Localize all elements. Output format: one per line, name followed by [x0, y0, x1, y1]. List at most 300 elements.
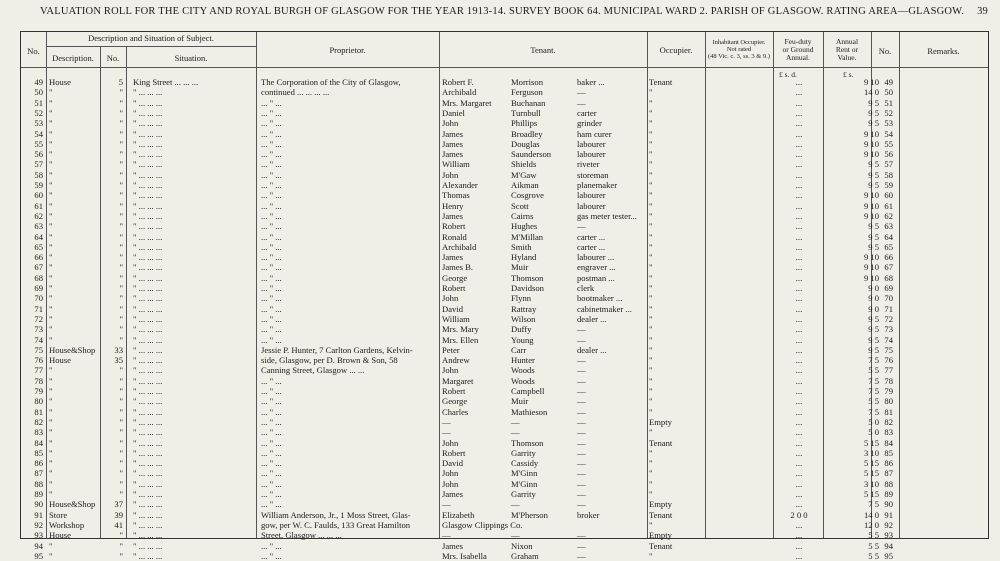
row-number-right: 68 [884, 272, 893, 283]
row-tenant-surname: Duffy [511, 324, 532, 335]
row-street-number: " [119, 478, 123, 489]
row-annual-rent: 5 5 [868, 540, 879, 551]
row-number-right: 61 [884, 200, 893, 211]
row-tenant-surname: Mathieson [511, 406, 548, 417]
row-occupier: " [649, 324, 653, 335]
row-description: " [49, 478, 53, 489]
row-number: 71 [34, 303, 43, 314]
row-situation: " ... ... ... [133, 87, 163, 98]
row-tenant-surname: Shields [511, 159, 537, 170]
row-number-right: 83 [884, 427, 893, 438]
row-proprietor: ... " ... [261, 334, 282, 345]
row-occupier: " [649, 447, 653, 458]
row-number-right: 76 [884, 355, 893, 366]
row-street-number: " [119, 128, 123, 139]
row-number-right: 59 [884, 180, 893, 190]
row-annual-rent: 9 5 [868, 159, 879, 170]
row-proprietor: ... " ... [261, 427, 282, 438]
row-number: 90 [34, 499, 43, 510]
row-tenant-forename: Robert [442, 221, 466, 232]
row-proprietor: The Corporation of the City of Glasgow, [261, 77, 401, 87]
row-number-right: 52 [884, 107, 893, 118]
row-occupation: — [577, 386, 586, 396]
row-tenant-forename: Robert F. [442, 77, 474, 87]
row-proprietor: ... " ... [261, 169, 282, 180]
row-occupier: " [649, 406, 653, 417]
row-annual-rent: 9 5 [868, 231, 879, 242]
table-row [21, 139, 988, 149]
row-occupier: " [649, 303, 653, 314]
row-number: 84 [34, 437, 43, 448]
row-occupation: — [577, 334, 586, 345]
row-situation: " ... ... ... [133, 427, 163, 438]
table-row [21, 262, 988, 272]
row-proprietor: Canning Street, Glasgow ... ... [261, 365, 365, 376]
row-annual-rent: 5 15 [863, 468, 879, 479]
row-number-right: 58 [884, 169, 893, 180]
row-street-number: 37 [114, 499, 123, 510]
row-proprietor: ... " ... [261, 149, 282, 160]
row-occupation: baker ... [577, 77, 605, 87]
row-annual-rent: 7 5 [868, 406, 879, 417]
row-street-number: " [119, 303, 123, 314]
row-situation: " ... ... ... [133, 489, 163, 499]
row-tenant-surname: Scott [511, 200, 529, 211]
table-row [21, 489, 988, 499]
feu-units: £ s. d. [779, 70, 797, 79]
row-situation: " ... ... ... [133, 509, 163, 520]
row-situation: " ... ... ... [133, 149, 163, 160]
row-proprietor: ... " ... [261, 468, 282, 479]
row-description: " [49, 468, 53, 479]
row-annual-rent: 7 5 [868, 375, 879, 386]
row-occupation: carter ... [577, 231, 606, 242]
row-street-number: " [119, 200, 123, 211]
row-tenant-forename: Margaret [442, 375, 474, 386]
row-tenant-surname: Muir [511, 396, 529, 407]
row-occupier: " [649, 159, 653, 170]
row-situation: " ... ... ... [133, 303, 163, 314]
row-tenant-forename: Robert [442, 386, 466, 396]
row-feu-duty: ... [795, 180, 803, 190]
row-situation: " ... ... ... [133, 221, 163, 232]
row-tenant-forename: James [442, 252, 464, 263]
header-inhabitant [705, 40, 773, 60]
row-description: " [49, 283, 53, 293]
row-feu-duty: ... [795, 396, 803, 407]
row-number-right: 51 [884, 97, 893, 108]
row-proprietor: ... " ... [261, 241, 282, 252]
row-occupier: Tenant [649, 437, 673, 448]
row-street-number: " [119, 210, 123, 221]
row-proprietor: ... " ... [261, 437, 282, 448]
row-tenant-forename: Thomas [442, 190, 470, 201]
row-feu-duty: ... [795, 283, 803, 293]
rule [21, 67, 988, 68]
row-occupier: " [649, 231, 653, 242]
table-row [21, 118, 988, 128]
row-number: 54 [34, 128, 43, 139]
row-occupation: — [577, 437, 586, 448]
row-occupation: — [577, 499, 586, 510]
table-row [21, 129, 988, 139]
row-occupation: — [577, 447, 586, 458]
row-street-number: " [119, 159, 123, 170]
row-feu-duty: ... [795, 303, 803, 314]
row-feu-duty: ... [795, 241, 803, 252]
row-street-number: " [119, 118, 123, 129]
header-annual-rent [823, 38, 871, 62]
row-street-number: " [119, 180, 123, 190]
row-annual-rent: 9 5 [868, 97, 879, 108]
row-street-number: " [119, 375, 123, 386]
row-tenant-surname: Muir [511, 262, 529, 273]
table-row [21, 273, 988, 283]
row-street-number: " [119, 107, 123, 118]
row-tenant-surname: — [511, 427, 520, 438]
row-occupier: Tenant [649, 77, 673, 87]
row-description: " [49, 550, 53, 561]
row-street-number: " [119, 138, 123, 149]
row-feu-duty: ... [795, 447, 803, 458]
row-tenant-surname: Thomson [511, 437, 544, 448]
row-tenant-surname: M'Ginn [511, 468, 538, 479]
row-situation: " ... ... ... [133, 540, 163, 551]
row-occupation: postman ... [577, 272, 615, 283]
row-proprietor: ... " ... [261, 118, 282, 129]
row-tenant-forename: Mrs. Margaret [442, 97, 492, 108]
row-annual-rent: 5 5 [868, 396, 879, 407]
row-number: 50 [34, 87, 43, 98]
row-street-number: " [119, 386, 123, 396]
row-tenant-forename: Henry [442, 200, 464, 211]
header-proprietor: Proprietor. [329, 45, 366, 55]
row-tenant-surname: Wilson [511, 313, 536, 324]
row-occupier: " [649, 427, 653, 438]
row-occupier: " [649, 272, 653, 283]
row-number-right: 91 [884, 509, 893, 520]
row-street-number: 35 [114, 355, 123, 366]
row-proprietor: continued ... ... ... ... [261, 87, 330, 98]
row-annual-rent: 3 10 [863, 478, 879, 489]
row-description: " [49, 210, 53, 221]
rule [46, 46, 256, 47]
row-feu-duty: ... [795, 190, 803, 201]
row-street-number: " [119, 283, 123, 293]
row-occupier: " [649, 107, 653, 118]
header-rent-line2: Rent or [835, 44, 859, 54]
row-tenant-forename: Mrs. Isabella [442, 550, 487, 561]
row-annual-rent: 9 0 [868, 303, 879, 314]
row-street-number: " [119, 427, 123, 438]
row-situation: " ... ... ... [133, 530, 163, 541]
row-number: 65 [34, 241, 43, 252]
row-annual-rent: 9 5 [868, 241, 879, 252]
row-tenant-forename: John [442, 169, 459, 180]
row-proprietor: ... " ... [261, 272, 282, 283]
row-street-number: " [119, 396, 123, 407]
row-annual-rent: 5 5 [868, 530, 879, 541]
row-occupation: — [577, 489, 586, 499]
row-description: " [49, 416, 53, 427]
row-occupier: " [649, 210, 653, 221]
row-proprietor: ... " ... [261, 221, 282, 232]
row-occupation: engraver ... [577, 262, 616, 273]
row-proprietor: ... " ... [261, 180, 282, 190]
row-proprietor: ... " ... [261, 190, 282, 201]
row-situation: " ... ... ... [133, 519, 163, 530]
row-feu-duty: ... [795, 293, 803, 304]
table-row [21, 479, 988, 489]
row-situation: " ... ... ... [133, 159, 163, 170]
row-description: " [49, 190, 53, 201]
row-occupation: — [577, 540, 586, 551]
row-number: 86 [34, 458, 43, 469]
row-occupier: " [649, 200, 653, 211]
row-tenant-surname: Garrity [511, 447, 536, 458]
row-number: 59 [34, 180, 43, 190]
row-street-number: " [119, 489, 123, 499]
table-row [21, 283, 988, 293]
row-occupation: storeman [577, 169, 609, 180]
row-annual-rent: 7 5 [868, 499, 879, 510]
row-number: 80 [34, 396, 43, 407]
row-description: " [49, 262, 53, 273]
row-occupier: " [649, 344, 653, 355]
row-description: " [49, 324, 53, 335]
row-occupation: carter [577, 107, 597, 118]
row-number: 53 [34, 118, 43, 129]
row-tenant-surname: Graham [511, 550, 539, 561]
row-number-right: 74 [884, 334, 893, 345]
row-situation: " ... ... ... [133, 416, 163, 427]
row-situation: " ... ... ... [133, 272, 163, 283]
row-tenant-surname: Cairns [511, 210, 534, 221]
row-street-number: 33 [114, 344, 123, 355]
row-tenant-forename: James [442, 489, 464, 499]
row-annual-rent: 9 10 [863, 138, 879, 149]
row-number: 68 [34, 272, 43, 283]
row-number: 77 [34, 365, 43, 376]
row-situation: " ... ... ... [133, 344, 163, 355]
row-occupier: " [649, 221, 653, 232]
row-street-number: " [119, 190, 123, 201]
row-feu-duty: ... [795, 97, 803, 108]
row-proprietor: ... " ... [261, 499, 282, 510]
row-tenant-forename: George [442, 396, 468, 407]
row-occupation: dealer ... [577, 344, 607, 355]
table-row [21, 551, 988, 561]
row-tenant-surname: Campbell [511, 386, 545, 396]
row-number: 64 [34, 231, 43, 242]
row-tenant-forename: John [442, 478, 459, 489]
row-description: House&Shop [49, 344, 96, 355]
row-tenant-forename: Ronald [442, 231, 467, 242]
table-row [21, 232, 988, 242]
row-description: " [49, 272, 53, 283]
row-situation: " ... ... ... [133, 355, 163, 366]
row-proprietor: ... " ... [261, 107, 282, 118]
row-proprietor: gow, per W. C. Faulds, 133 Great Hamilton [261, 519, 411, 530]
row-occupation: — [577, 97, 586, 108]
row-occupier: " [649, 190, 653, 201]
row-proprietor: ... " ... [261, 303, 282, 314]
table-row [21, 335, 988, 345]
row-occupier: " [649, 293, 653, 304]
row-number: 91 [34, 509, 43, 520]
row-tenant-forename: John [442, 118, 459, 129]
row-number: 69 [34, 283, 43, 293]
row-description: " [49, 489, 53, 499]
row-annual-rent: 5 0 [868, 416, 879, 427]
table-row [21, 448, 988, 458]
row-number-right: 90 [884, 499, 893, 510]
row-occupation: — [577, 396, 586, 407]
row-feu-duty: ... [795, 375, 803, 386]
row-number: 95 [34, 550, 43, 561]
page-title: VALUATION ROLL FOR THE CITY AND ROYAL BURGH OF GLASGOW FOR THE YEAR 1913-14. SURVEY BOOK 64. MUNICIPAL WARD 2. PARISH OF GLASGOW. RATING AREA—GLASGOW. [40, 6, 965, 17]
row-annual-rent: 9 5 [868, 313, 879, 324]
row-number: 66 [34, 252, 43, 263]
header-remarks: Remarks. [927, 46, 960, 56]
row-occupier: " [649, 87, 653, 98]
row-number: 60 [34, 190, 43, 201]
row-description: " [49, 97, 53, 108]
row-situation: " ... ... ... [133, 468, 163, 479]
row-tenant-surname: — [511, 416, 520, 427]
row-number: 55 [34, 138, 43, 149]
row-occupier: Empty [649, 530, 672, 541]
row-description: " [49, 241, 53, 252]
row-tenant-forename: Archibald [442, 241, 477, 252]
table-row [21, 304, 988, 314]
row-number: 58 [34, 169, 43, 180]
row-occupier: " [649, 283, 653, 293]
table-row [21, 376, 988, 386]
row-description: " [49, 447, 53, 458]
row-situation: " ... ... ... [133, 478, 163, 489]
row-street-number: " [119, 272, 123, 283]
row-tenant-forename: Glasgow Clippings Co. [442, 519, 523, 530]
row-street-number: " [119, 231, 123, 242]
row-occupation: — [577, 324, 586, 335]
row-annual-rent: 9 5 [868, 118, 879, 129]
row-tenant-surname: Douglas [511, 138, 540, 149]
row-occupation: carter ... [577, 241, 606, 252]
row-tenant-surname: Broadley [511, 128, 543, 139]
row-occupier: Empty [649, 499, 672, 510]
row-street-number: " [119, 97, 123, 108]
row-occupier: " [649, 138, 653, 149]
row-number-right: 65 [884, 241, 893, 252]
row-feu-duty: ... [795, 499, 803, 510]
row-number-right: 75 [884, 344, 893, 355]
row-annual-rent: 5 15 [863, 489, 879, 499]
row-proprietor: Jessie P. Hunter, 7 Carlton Gardens, Kelvin- [261, 344, 413, 355]
row-occupation: grinder [577, 118, 602, 129]
row-description: " [49, 138, 53, 149]
row-annual-rent: 9 10 [863, 190, 879, 201]
row-number-right: 84 [884, 437, 893, 448]
row-number-right: 88 [884, 478, 893, 489]
row-number: 61 [34, 200, 43, 211]
table-row [21, 438, 988, 448]
row-tenant-surname: Smith [511, 241, 532, 252]
row-description: " [49, 293, 53, 304]
row-description: " [49, 540, 53, 551]
row-annual-rent: 9 10 [863, 262, 879, 273]
row-feu-duty: ... [795, 262, 803, 273]
row-number: 75 [34, 344, 43, 355]
row-occupier: " [649, 128, 653, 139]
row-tenant-surname: Woods [511, 375, 535, 386]
row-situation: " ... ... ... [133, 200, 163, 211]
row-number-right: 62 [884, 210, 893, 221]
row-number: 89 [34, 489, 43, 499]
row-occupation: gas meter tester... [577, 210, 637, 221]
row-occupier: Tenant [649, 540, 673, 551]
row-occupier: " [649, 241, 653, 252]
row-number: 82 [34, 416, 43, 427]
table-row [21, 159, 988, 169]
header-tenant: Tenant. [530, 45, 556, 55]
row-annual-rent: 9 5 [868, 344, 879, 355]
row-number: 87 [34, 468, 43, 479]
row-feu-duty: ... [795, 437, 803, 448]
row-street-number: " [119, 447, 123, 458]
row-tenant-forename: Mrs. Mary [442, 324, 479, 335]
row-proprietor: ... " ... [261, 447, 282, 458]
row-number-right: 93 [884, 530, 893, 541]
row-number-right: 55 [884, 138, 893, 149]
row-tenant-surname: M'Gaw [511, 169, 537, 180]
row-proprietor: ... " ... [261, 200, 282, 211]
row-situation: " ... ... ... [133, 313, 163, 324]
row-description: " [49, 118, 53, 129]
table-row [21, 541, 988, 551]
row-proprietor: side, Glasgow, per D. Brown & Son, 58 [261, 355, 398, 366]
row-street-number: " [119, 169, 123, 180]
row-proprietor: ... " ... [261, 128, 282, 139]
row-feu-duty: ... [795, 77, 803, 87]
row-occupier: " [649, 458, 653, 469]
row-annual-rent: 9 10 [863, 252, 879, 263]
row-proprietor: ... " ... [261, 313, 282, 324]
row-number: 81 [34, 406, 43, 417]
row-proprietor: ... " ... [261, 97, 282, 108]
row-annual-rent: 9 5 [868, 180, 879, 190]
table-row [21, 407, 988, 417]
row-number-right: 72 [884, 313, 893, 324]
page-heading [0, 6, 1000, 22]
row-number: 67 [34, 262, 43, 273]
row-proprietor: ... " ... [261, 159, 282, 170]
header-inhabitant-line2: Not rated [726, 45, 752, 53]
row-tenant-surname: Aikman [511, 180, 539, 190]
row-proprietor: ... " ... [261, 231, 282, 242]
row-occupation: labourer [577, 190, 606, 201]
row-description: " [49, 406, 53, 417]
table-row [21, 324, 988, 334]
row-situation: " ... ... ... [133, 365, 163, 376]
row-occupation: — [577, 221, 586, 232]
row-number-right: 80 [884, 396, 893, 407]
table-row [21, 108, 988, 118]
row-number-right: 95 [884, 550, 893, 561]
row-occupation: — [577, 355, 586, 366]
row-feu-duty: ... [795, 87, 803, 98]
row-proprietor: ... " ... [261, 386, 282, 396]
